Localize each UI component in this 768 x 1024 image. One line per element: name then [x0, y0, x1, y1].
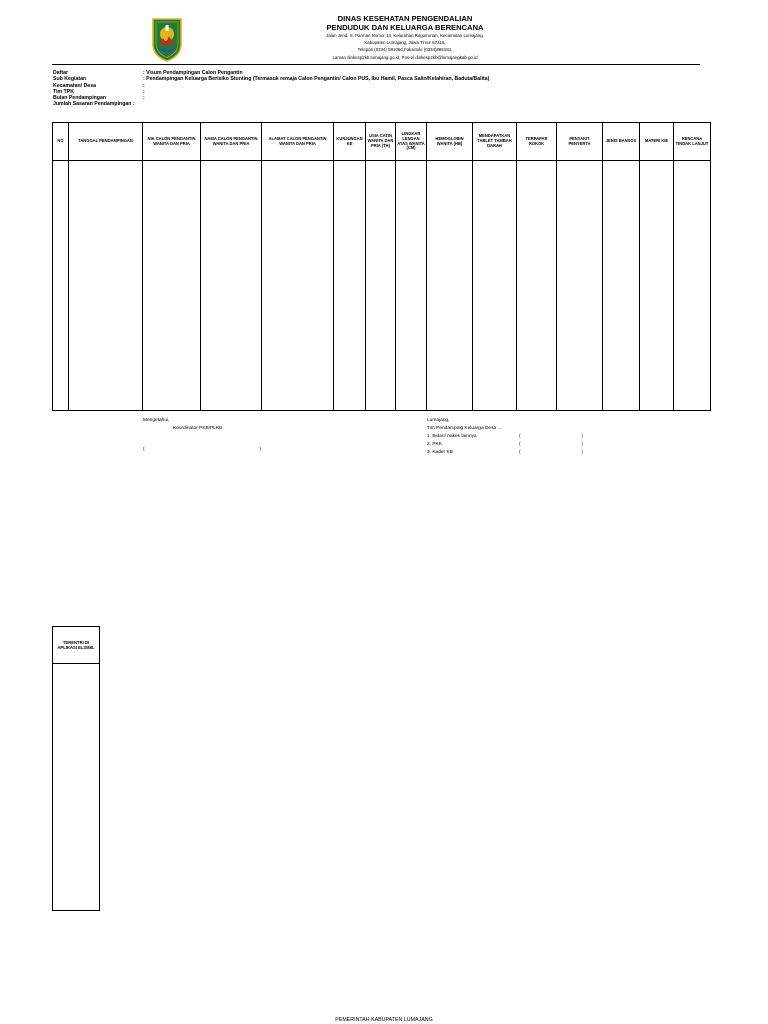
paren-close: ): [581, 442, 583, 447]
letterhead-divider: [52, 64, 700, 65]
signature-name-field[interactable]: [519, 449, 583, 457]
table-cell[interactable]: [396, 161, 427, 411]
table-cell[interactable]: [334, 161, 366, 411]
website-email-line: Laman dinkesp2kb.lumajang.go.id, Pos-el dinkesp2kb@lumajangkab.go.id: [332, 54, 478, 60]
sign-coordinator-title: Koordinator PKB/PLKB: [173, 426, 223, 431]
table-cell[interactable]: [674, 161, 711, 411]
paren-close: ): [581, 434, 583, 439]
page-footer: PEMERINTAH KABUPATEN LUMAJANG: [335, 1017, 433, 1023]
col-header-hemoglobin: HEMOGLOBIN WANITA (HB): [427, 123, 473, 161]
info-label: Bulan Pendampingan: [53, 95, 107, 102]
table-header-row: [53, 123, 711, 161]
table-cell[interactable]: [69, 161, 143, 411]
table-cell[interactable]: [201, 161, 262, 411]
info-value: :: [143, 88, 145, 95]
info-label: Tim TPK: [53, 88, 74, 95]
col-header-tanggal: TANGGAL PENDAMPINGAN: [69, 123, 143, 161]
org-name-line2: PENDUDUK DAN KELUARGA BERENCANA: [326, 22, 484, 32]
regency-logo: [152, 16, 182, 62]
col-header-materi-kie: MATERI KIE: [640, 123, 674, 161]
info-label: Sub Kegiatan: [53, 76, 87, 83]
col-header-alamat: ALAMAT CALON PENGANTIN WANITA DAN PRIA: [262, 123, 334, 161]
signature-block-coordinator: [143, 417, 293, 454]
table-cell[interactable]: [53, 161, 69, 411]
table-cell[interactable]: [366, 161, 396, 411]
elsimil-box-body[interactable]: [53, 664, 99, 910]
table-cell[interactable]: [473, 161, 517, 411]
letterhead: [245, 15, 565, 61]
sign-role-row: [427, 449, 627, 457]
role-kader-kb: 3. Kader KB: [427, 450, 453, 455]
col-header-no: NO: [53, 123, 69, 161]
sign-acknowledged-label: Mengetahui,: [143, 418, 170, 423]
org-name-line1: DINAS KESEHATAN PENGENDALIAN: [337, 14, 473, 23]
role-pkk: 2. PKK: [427, 442, 442, 447]
info-label: Jumlah Sasaran Pendampingan :: [53, 101, 135, 108]
visum-table: [52, 122, 711, 411]
table-cell[interactable]: [143, 161, 201, 411]
col-header-penyakit: PENYAKIT PENYERTA: [557, 123, 603, 161]
signature-name-field[interactable]: [143, 446, 261, 454]
table-row: [53, 161, 711, 411]
info-label: Kecamatan/ Desa: [53, 82, 96, 89]
col-header-lila: LINGKAR LENGAN ATAS WANITA (CM): [396, 123, 427, 161]
table-cell[interactable]: [557, 161, 603, 411]
col-header-rokok: TERPAPAR ROKOK: [517, 123, 557, 161]
elsimil-entry-box: [52, 626, 100, 911]
role-bidan: 1. Bidan/ nakes lainnya: [427, 434, 477, 439]
col-header-rencana: RENCANA TINDAK LANJUT: [674, 123, 711, 161]
signature-name-field[interactable]: [519, 441, 583, 449]
address-line: Jalan Jend. S. Parman Nomor 13, Kelurahan Rogotrunan, Kecamatan Lumajang,: [326, 33, 484, 38]
paren-open: (: [519, 450, 521, 455]
signature-block-team: [427, 417, 627, 457]
table-cell[interactable]: [517, 161, 557, 411]
info-row-jumlah-sasaran: [53, 101, 713, 107]
elsimil-box-title: TERENTRI DI APLIKASI ELSIMIL: [53, 627, 99, 664]
col-header-ttd: MENDAPATKAN TABLET TAMBAH DARAH: [473, 123, 517, 161]
form-info-block: [53, 70, 713, 108]
info-value: : Visum Pendampingan Calon Pengantin: [143, 70, 243, 76]
col-header-bansos: JENIS BANSOS: [603, 123, 640, 161]
sign-team-title: Tim Pendamping Keluarga Desa ...: [427, 426, 502, 431]
table-cell[interactable]: [262, 161, 334, 411]
col-header-usia: USIA CATIN WANITA DAN PRIA (TH): [366, 123, 396, 161]
sign-role-row: [427, 441, 627, 449]
paren-open: (: [143, 447, 145, 452]
paren-open: (: [519, 442, 521, 447]
info-value: :: [143, 95, 145, 102]
table-cell[interactable]: [603, 161, 640, 411]
col-header-kunjungan: KUNJUNGAN KE: [334, 123, 366, 161]
col-header-nama: NAMA CALON PENGANTIN WANITA DAN PRIA: [201, 123, 262, 161]
table-cell[interactable]: [427, 161, 473, 411]
shield-emblem-icon: [152, 16, 182, 62]
paren-close: ): [259, 447, 261, 452]
info-label: Daftar: [53, 70, 68, 76]
paren-open: (: [519, 434, 521, 439]
table-cell[interactable]: [640, 161, 674, 411]
signature-name-field[interactable]: [519, 433, 583, 441]
paren-close: ): [581, 450, 583, 455]
sign-role-row: [427, 433, 627, 441]
phone-line: Telepon (0334) 881066,Faksimile (0334)885184,: [357, 47, 453, 53]
info-value: :: [143, 82, 145, 89]
info-value: : Pendampingan Keluarga Berisiko Stunting (Termasuk remaja Calon Pengantin/ Calon PUS, Ibu Hamil, Pasca Salin/Kelahiran, Baduta/Balita): [143, 76, 490, 83]
sign-place-date: Lumajang,: [427, 418, 450, 423]
address-line: Kabupaten Lumajang, Jawa Timur 67316,: [364, 40, 446, 46]
col-header-nik: NIK CALON PENGANTIN WANITA DAN PRIA: [143, 123, 201, 161]
